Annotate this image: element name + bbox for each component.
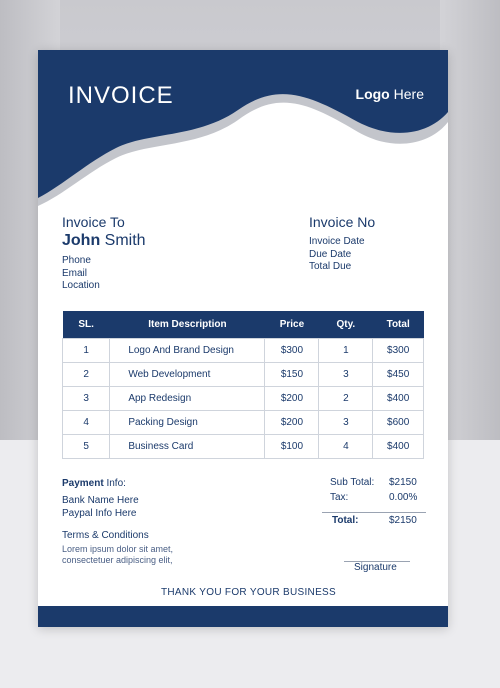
payment-heading-text: Info:	[106, 478, 126, 489]
logo	[356, 86, 424, 102]
cell-total: $300	[373, 339, 424, 363]
cell-price: $200	[265, 411, 319, 435]
subtotal-value: $2150	[389, 477, 417, 488]
total-value: $2150	[389, 515, 417, 526]
logo-bold-text: Logo	[355, 86, 390, 102]
cell-qty: 2	[319, 387, 373, 411]
invoice-title: INVOICE	[68, 82, 174, 109]
table-row	[63, 435, 424, 459]
table-header-row	[63, 311, 424, 339]
client-fields	[62, 255, 100, 293]
cell-description: Logo And Brand Design	[110, 339, 265, 363]
invoice-field: Invoice Date	[309, 236, 365, 247]
payment-line: Bank Name Here	[62, 495, 139, 506]
cell-sl: 3	[63, 387, 110, 411]
payment-lines	[62, 495, 139, 520]
terms-line: Lorem ipsum dolor sit amet,	[62, 544, 174, 554]
summary-divider	[322, 512, 426, 513]
table-row	[63, 339, 424, 363]
invoice-field: Total Due	[309, 261, 352, 272]
invoice-no-heading: Invoice No	[309, 214, 376, 230]
client-field: Location	[62, 280, 100, 291]
cell-qty: 3	[319, 363, 373, 387]
items-table	[62, 311, 424, 459]
invoice-field: Due Date	[309, 248, 352, 260]
terms-lines	[62, 544, 173, 566]
tax-label: Tax:	[330, 492, 349, 503]
payment-heading-bold: Payment	[62, 478, 104, 489]
cell-price: $200	[265, 387, 319, 411]
column-header-description: Item Description	[110, 311, 265, 339]
header-wave-shape	[38, 50, 448, 210]
client-field: Phone	[62, 255, 91, 266]
terms-heading: Terms & Conditions	[62, 530, 149, 541]
cell-total: $450	[373, 363, 424, 387]
invoice-fields	[309, 236, 365, 274]
background-right-shade	[440, 0, 500, 440]
table-row	[63, 387, 424, 411]
invoice-page	[38, 50, 448, 627]
column-header-sl: SL.	[63, 311, 110, 339]
cell-price: $100	[265, 435, 319, 459]
cell-sl: 4	[63, 411, 110, 435]
tax-value: 0.00%	[389, 492, 418, 503]
cell-total: $400	[373, 435, 424, 459]
cell-description: Packing Design	[110, 411, 265, 435]
client-first-name: John	[62, 232, 101, 249]
cell-price: $150	[265, 363, 319, 387]
subtotal-label: Sub Total:	[330, 477, 375, 488]
cell-sl: 5	[63, 435, 110, 459]
signature-label: Signature	[354, 562, 397, 573]
table-row	[63, 411, 424, 435]
cell-description: Business Card	[110, 435, 265, 459]
cell-sl: 2	[63, 363, 110, 387]
table-row	[63, 363, 424, 387]
cell-total: $400	[373, 387, 424, 411]
terms-line: consectetuer adipiscing elit,	[62, 555, 173, 565]
column-header-total: Total	[373, 311, 424, 339]
footer-bar	[38, 606, 448, 627]
cell-description: Web Development	[110, 363, 265, 387]
cell-price: $300	[265, 339, 319, 363]
client-field: Email	[62, 267, 88, 279]
cell-sl: 1	[63, 339, 110, 363]
cell-qty: 1	[319, 339, 373, 363]
cell-qty: 4	[319, 435, 373, 459]
payment-heading	[62, 478, 126, 491]
cell-qty: 3	[319, 411, 373, 435]
cell-total: $600	[373, 411, 424, 435]
total-label: Total:	[332, 515, 359, 526]
client-name	[62, 232, 146, 250]
column-header-qty: Qty.	[319, 311, 373, 339]
column-header-price: Price	[265, 311, 319, 339]
payment-line: Paypal Info Here	[62, 507, 137, 519]
logo-text: Here	[393, 86, 424, 102]
client-last-name: Smith	[104, 232, 146, 249]
cell-description: App Redesign	[110, 387, 265, 411]
invoice-to-heading: Invoice To	[62, 214, 125, 230]
thank-you-text: THANK YOU FOR YOUR BUSINESS	[161, 587, 336, 598]
